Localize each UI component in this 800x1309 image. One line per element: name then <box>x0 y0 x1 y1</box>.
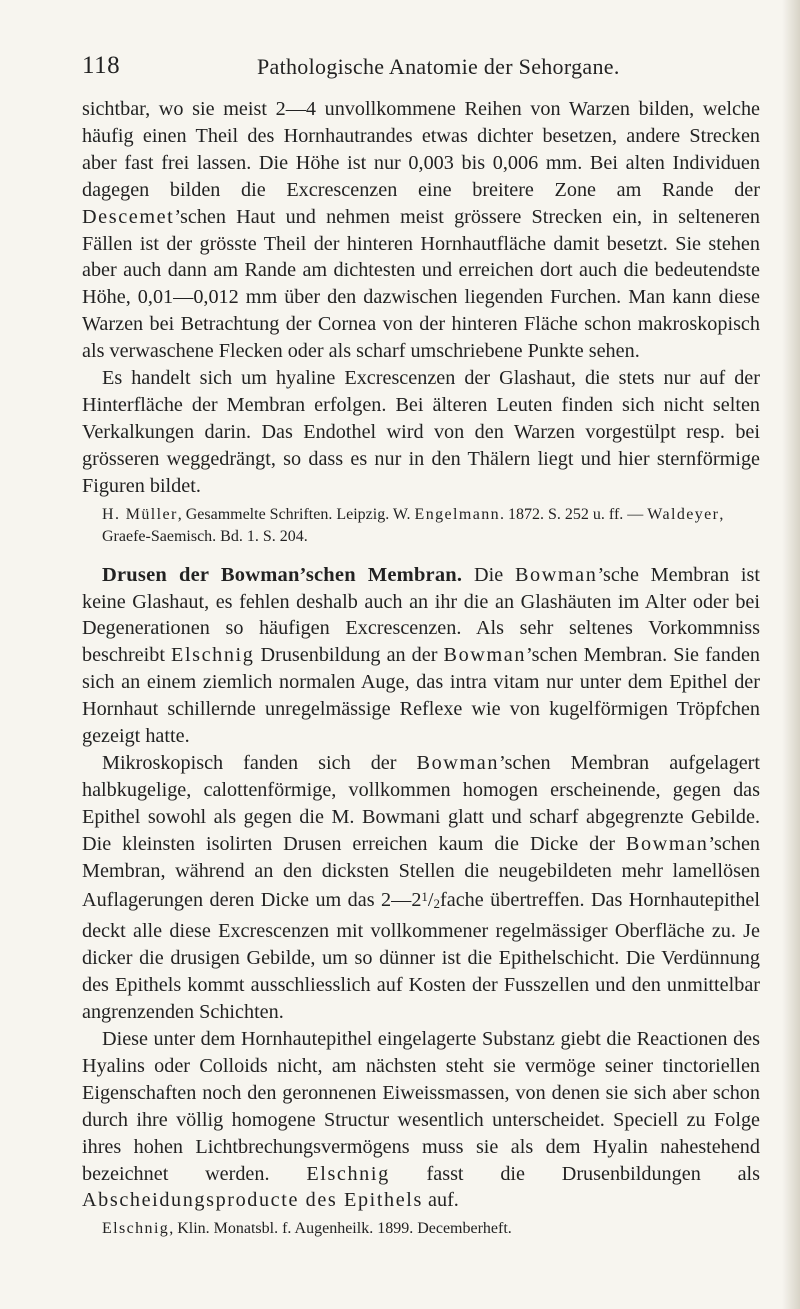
section-drusen <box>82 562 760 750</box>
author-name: Waldeyer <box>647 505 720 523</box>
paragraph-text: Diese unter dem Hornhautepithel eingelagerte Substanz giebt die Reactionen des Hyalins oder Colloids nicht, am nächsten steht sie vermöge seiner tinctoriellen Eigenschaften noch den geronnenen Eiweissmassen, von denen sie sich aber schon durch ihre völlig homogene Structur wesentlich unterscheidet. Speciell zu Folge ihres hohen Lichtbrechungsvermögens muss sie als dem Hyalin nahestehend bezeichnet werden. <box>82 1028 760 1185</box>
reference-text: , Graefe-Saemisch. Bd. 1. S. 204. <box>102 505 724 545</box>
reference-text: , Gesammelte Schriften. Leipzig. W. <box>177 505 415 523</box>
paragraph-text: sichtbar, wo sie meist 2—4 unvollkommene Reihen von Warzen bilden, welche häufig einen Theil des Hornhautrandes etwas dichter besetzen, andere Strecken aber fast frei lassen. Die Höhe ist nur 0,003 bis 0,006 mm. Bei alten Individuen dagegen bilden die Excrescenzen eine breitere Zone am Rande der <box>82 98 760 201</box>
reference-text: , Klin. Monatsbl. f. Augenheilk. 1899. Decemberheft. <box>169 1220 512 1238</box>
paragraph-text: Drusenbildung an der <box>254 644 444 667</box>
section-gap <box>82 548 760 562</box>
paragraph-warzen <box>82 96 760 365</box>
paragraph-hyaline <box>82 365 760 500</box>
author-name: Bowman <box>416 751 500 774</box>
paragraph-text: ’schen Haut und nehmen meist grössere Strecken ein, in selteneren Fällen ist der grösste Theil der hinteren Hornhautfläche damit besetzt. Sie stehen aber auch dann am Rande am dichtesten und erreichen dort auch die bedeutendste Höhe, 0,01—0,012 mm über den dazwischen liegenden Furchen. Man kann diese Warzen bei Betrachtung der Cornea von der hinteren Fläche schon makroskopisch als verwaschene Flecken oder als scharf umschriebene Punkte sehen. <box>82 205 760 363</box>
paragraph-text: Mikroskopisch fanden sich der <box>102 751 417 774</box>
book-page <box>82 52 760 1240</box>
paragraph-text: ’schen Membran aufgelagert halbkugelige, calottenförmige, vollkommen homogen erscheinende, gegen das Epithel sowohl als gegen die M. Bowmani glatt und scharf abgegrenzte Gebilde. Die kleinsten isolirten Drusen erreichen kaum die Dicke der <box>82 751 760 855</box>
paragraph-text: fache übertreffen. Das Hornhautepithel deckt alle diese Excrescenzen mit vollkommener regelmässiger Oberfläche zu. Je dicker die drusigen Gebilde, um so dünner ist die Epithelschicht. Die Verdünnung des Epithels kommt ausschliesslich auf Kosten der Fusszellen und den unmittelbar angrenzenden Schichten. <box>82 889 760 1024</box>
reference-elschnig <box>102 1218 760 1240</box>
author-name: Bowman <box>514 563 598 586</box>
page-number: 118 <box>82 52 121 79</box>
paragraph-text: ’sche Membran ist keine Glashaut, es fehlen deshalb auch an ihr die an Glashäuten im Alter oder bei Degenerationen so häufigen Excrescenzen. Als sehr seltenes Vorkommniss beschreibt <box>82 563 760 667</box>
author-name: Descemet <box>82 205 175 228</box>
fraction-denominator: 2 <box>433 896 441 912</box>
author-name: Bowman <box>625 832 709 855</box>
running-title: Pathologische Anatomie der Sehorgane. <box>257 54 620 79</box>
fraction-numerator: 1 <box>421 889 428 905</box>
page-edge-shadow <box>782 0 800 1309</box>
reference-text: . 1872. S. 252 u. ff. — <box>500 505 648 523</box>
paragraph-text: ’schen Membran, während an den dicksten Stellen die neugebildeten mehr lamellösen Auflagerungen deren Dicke um das 2—2 <box>82 832 760 912</box>
paragraph-text: fasst die Drusenbildungen als <box>389 1162 760 1185</box>
paragraph-text: ’schen Membran. Sie fanden sich an einem ziemlich normalen Auge, das intra vitam nur unter dem Epithel der Hornhaut schillernde unregelmässige Reflexe wie von kugelförmigen Tröpfchen gezeigt hatte. <box>82 644 760 748</box>
reference-mueller <box>102 504 760 548</box>
author-name: Elschnig <box>102 1220 170 1238</box>
paragraph-text: Die <box>462 563 515 586</box>
author-name: Elschnig <box>171 644 255 667</box>
paragraph-text: Es handelt sich um hyaline Excrescenzen der Glashaut, die stets nur auf der Hinterfläche der Membran erfolgen. Bei älteren Leuten finden sich nicht selten Verkalkungen darin. Das Endothel wird von den Warzen vorgestülpt resp. bei grösseren weggedrängt, so dass es nur in den Thälern liegt und hier sternförmige Figuren bildet. <box>82 367 760 497</box>
author-name: Elschnig <box>306 1162 390 1185</box>
author-name: H. Müller <box>102 505 178 523</box>
section-heading: Drusen der Bowman’schen Membran. <box>102 563 463 586</box>
author-name: Bowman <box>443 644 527 667</box>
author-name: Engelmann <box>414 505 500 523</box>
paragraph-text: auf. <box>422 1189 459 1212</box>
emphasis-text: Abscheidungsproducte des Epithels <box>82 1189 423 1212</box>
paragraph-mikroskopisch: Mikroskopisch fanden sich der Bowman’schen Membran aufgelagert halbkugelige, calottenförmige, vollkommen homogen erscheinende, gegen das Epithel sowohl als gegen die M. Bowmani glatt und scharf abgegrenzte Gebilde. Die kleinsten isolirten Drusen erreichen kaum die Dicke der Bowman’schen Membran, während an den dicksten Stellen die neugebildeten mehr lamellösen Auflagerungen deren Dicke um das $2—2^1/2fache$ übertreffen. Das Hornhautepithel deckt alle diese Excrescenzen mit vollkommener regelmässiger Oberfläche zu. Je dicker die drusigen Gebilde, um so dünner ist die Epithelschicht. Die Verdünnung des Epithels kommt ausschliesslich auf Kosten der Fusszellen und den unmittelbar angrenzenden Schichten. <box>82 751 760 1024</box>
page-header <box>82 52 760 88</box>
paragraph-substanz <box>82 1026 760 1214</box>
